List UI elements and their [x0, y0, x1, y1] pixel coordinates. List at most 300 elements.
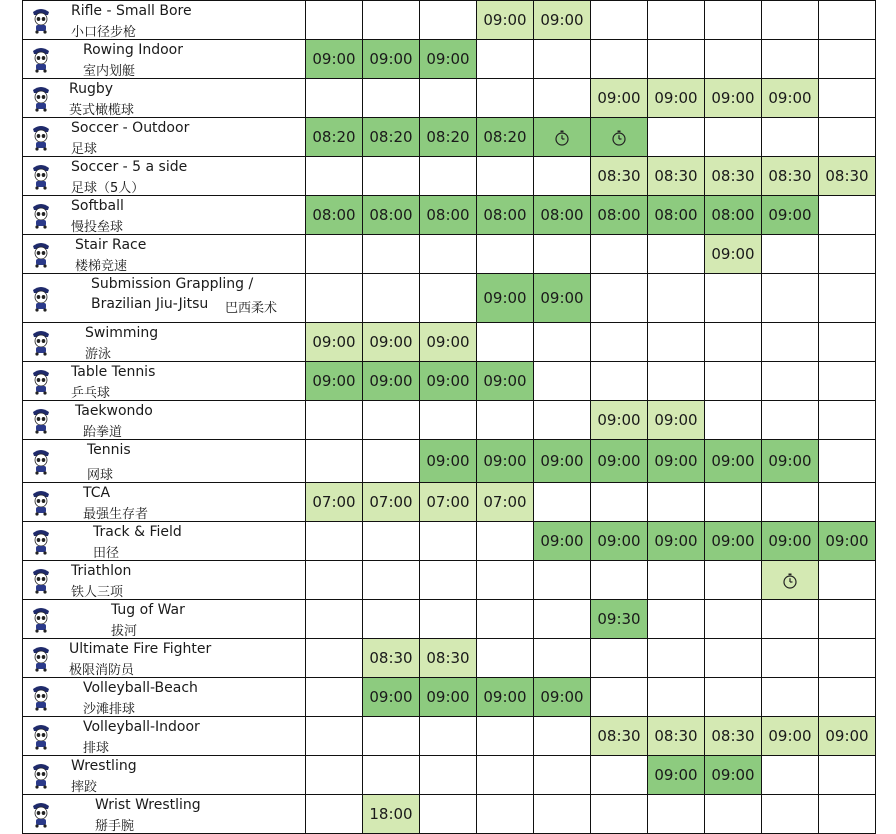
- sport-name-en: Tug of War: [111, 602, 185, 618]
- start-time: 08:30: [426, 649, 470, 667]
- time-slot-cell: [591, 401, 648, 440]
- schedule-row: [23, 600, 876, 639]
- time-slot-cell: [534, 1, 591, 40]
- time-slot-cell: [477, 323, 534, 362]
- start-time: 09:00: [597, 89, 641, 107]
- sport-cell: [23, 79, 306, 118]
- time-slot-cell: [363, 522, 420, 561]
- sport-name-en: Softball: [71, 198, 124, 214]
- start-time: 08:30: [597, 727, 641, 745]
- time-slot-cell: [762, 40, 819, 79]
- time-slot-cell: [819, 1, 876, 40]
- sport-cell: [23, 401, 306, 440]
- time-slot-cell: [705, 756, 762, 795]
- sport-name-en: Volleyball-Beach: [83, 680, 198, 696]
- start-time: 09:00: [540, 452, 584, 470]
- time-slot-cell: [477, 795, 534, 834]
- time-slot-cell: [420, 323, 477, 362]
- time-slot-cell: [762, 561, 819, 600]
- time-slot-cell: [591, 323, 648, 362]
- sport-name-cn: 铁人三项: [71, 585, 124, 600]
- sport-cell: [23, 600, 306, 639]
- time-slot-cell: [420, 274, 477, 323]
- sport-name-en: Tennis: [87, 442, 131, 458]
- time-slot-cell: [819, 717, 876, 756]
- stopwatch-icon: [782, 573, 798, 589]
- start-time: 07:00: [426, 493, 470, 511]
- start-time: 09:00: [426, 50, 470, 68]
- time-slot-cell: [420, 440, 477, 483]
- sport-name-en-line2: Brazilian Jiu-Jitsu: [91, 296, 209, 312]
- start-time: 09:00: [483, 372, 527, 390]
- start-time: 09:00: [711, 89, 755, 107]
- panda-mascot-icon: [29, 488, 53, 516]
- time-slot-cell: [591, 795, 648, 834]
- sport-name-en: TCA: [83, 485, 111, 501]
- schedule-row: [23, 196, 876, 235]
- schedule-table: [22, 0, 876, 834]
- time-slot-cell: [648, 401, 705, 440]
- sport-name-cn: 排球: [83, 741, 110, 756]
- time-slot-cell: [705, 401, 762, 440]
- time-slot-cell: [648, 678, 705, 717]
- start-time: 09:00: [426, 333, 470, 351]
- time-slot-cell: [648, 600, 705, 639]
- time-slot-cell: [762, 717, 819, 756]
- start-time: 08:00: [540, 206, 584, 224]
- start-time: 08:20: [312, 128, 356, 146]
- time-slot-cell: [705, 600, 762, 639]
- time-slot-cell: [306, 600, 363, 639]
- sport-name-en: Rifle - Small Bore: [71, 3, 192, 19]
- time-slot-cell: [819, 600, 876, 639]
- time-slot-cell: [591, 362, 648, 401]
- time-slot-cell: [420, 678, 477, 717]
- time-slot-cell: [705, 717, 762, 756]
- schedule-row: [23, 235, 876, 274]
- start-time: 08:30: [768, 167, 812, 185]
- start-time: 09:00: [483, 452, 527, 470]
- time-slot-cell: [591, 678, 648, 717]
- time-slot-cell: [477, 79, 534, 118]
- sport-name-cn: 拔河: [111, 624, 138, 639]
- stopwatch-icon: [554, 130, 570, 146]
- start-time: 08:00: [369, 206, 413, 224]
- start-time: 08:30: [825, 167, 869, 185]
- sport-name-en: Submission Grappling /: [91, 276, 254, 292]
- time-slot-cell: [306, 717, 363, 756]
- sport-cell: [23, 678, 306, 717]
- time-slot-cell: [534, 79, 591, 118]
- time-slot-cell: [762, 440, 819, 483]
- sport-name-en: Soccer - Outdoor: [71, 120, 190, 136]
- time-slot-cell: [705, 1, 762, 40]
- time-slot-cell: [591, 717, 648, 756]
- sport-name-en: Rowing Indoor: [83, 42, 183, 58]
- time-slot-cell: [762, 401, 819, 440]
- panda-mascot-icon: [29, 328, 53, 356]
- time-slot-cell: [591, 639, 648, 678]
- time-slot-cell: [420, 756, 477, 795]
- time-slot-cell: [819, 157, 876, 196]
- time-slot-cell: [762, 157, 819, 196]
- time-slot-cell: [306, 362, 363, 401]
- time-slot-cell: [306, 522, 363, 561]
- panda-mascot-icon: [29, 605, 53, 633]
- start-time: 09:00: [483, 289, 527, 307]
- time-slot-cell: [363, 639, 420, 678]
- time-slot-cell: [705, 362, 762, 401]
- start-time: 07:00: [312, 493, 356, 511]
- sport-cell: [23, 522, 306, 561]
- time-slot-cell: [648, 522, 705, 561]
- time-slot-cell: [648, 157, 705, 196]
- time-slot-cell: [819, 40, 876, 79]
- time-slot-cell: [648, 756, 705, 795]
- sport-name-en: Ultimate Fire Fighter: [69, 641, 212, 657]
- sport-name-cn: 足球: [71, 142, 98, 157]
- panda-mascot-icon: [29, 6, 53, 34]
- sport-name-cn: 摔跤: [71, 780, 98, 795]
- start-time: 09:00: [654, 89, 698, 107]
- time-slot-cell: [306, 440, 363, 483]
- time-slot-cell: [534, 440, 591, 483]
- time-slot-cell: [306, 561, 363, 600]
- time-slot-cell: [363, 274, 420, 323]
- start-time: 08:00: [426, 206, 470, 224]
- time-slot-cell: [762, 1, 819, 40]
- time-slot-cell: [477, 522, 534, 561]
- time-slot-cell: [762, 362, 819, 401]
- start-time: 09:00: [540, 11, 584, 29]
- sport-cell: [23, 196, 306, 235]
- start-time: 09:00: [312, 50, 356, 68]
- time-slot-cell: [705, 118, 762, 157]
- time-slot-cell: [648, 40, 705, 79]
- time-slot-cell: [420, 561, 477, 600]
- time-slot-cell: [420, 362, 477, 401]
- time-slot-cell: [648, 483, 705, 522]
- time-slot-cell: [705, 561, 762, 600]
- time-slot-cell: [819, 362, 876, 401]
- time-slot-cell: [420, 483, 477, 522]
- start-time: 09:00: [768, 532, 812, 550]
- time-slot-cell: [819, 323, 876, 362]
- time-slot-cell: [591, 79, 648, 118]
- time-slot-cell: [477, 401, 534, 440]
- time-slot-cell: [477, 639, 534, 678]
- time-slot-cell: [477, 1, 534, 40]
- sport-name-cn: 网球: [87, 468, 114, 483]
- sport-name-cn: 楼梯竞速: [75, 259, 128, 274]
- time-slot-cell: [477, 600, 534, 639]
- panda-mascot-icon: [29, 406, 53, 434]
- sport-name-cn: 游泳: [85, 347, 112, 362]
- time-slot-cell: [762, 196, 819, 235]
- time-slot-cell: [648, 795, 705, 834]
- time-slot-cell: [477, 118, 534, 157]
- sport-cell: [23, 795, 306, 834]
- start-time: 08:20: [426, 128, 470, 146]
- time-slot-cell: [591, 483, 648, 522]
- sport-name-cn: 巴西柔术: [225, 301, 278, 316]
- time-slot-cell: [363, 440, 420, 483]
- time-slot-cell: [819, 522, 876, 561]
- sport-name-en: Wrist Wrestling: [95, 797, 201, 813]
- time-slot-cell: [477, 362, 534, 401]
- schedule-row: [23, 40, 876, 79]
- schedule-row: [23, 522, 876, 561]
- time-slot-cell: [420, 235, 477, 274]
- start-time: 09:00: [711, 452, 755, 470]
- panda-mascot-icon: [29, 644, 53, 672]
- start-time: 09:00: [654, 411, 698, 429]
- sport-cell: [23, 118, 306, 157]
- time-slot-cell: [705, 40, 762, 79]
- time-slot-cell: [306, 118, 363, 157]
- time-slot-cell: [534, 522, 591, 561]
- time-slot-cell: [534, 401, 591, 440]
- time-slot-cell: [306, 79, 363, 118]
- time-slot-cell: [591, 561, 648, 600]
- sport-name-en: Stair Race: [75, 237, 147, 253]
- schedule-row: [23, 157, 876, 196]
- time-slot-cell: [420, 522, 477, 561]
- start-time: 09:00: [369, 688, 413, 706]
- time-slot-cell: [648, 235, 705, 274]
- start-time: 09:00: [426, 372, 470, 390]
- time-slot-cell: [648, 362, 705, 401]
- time-slot-cell: [306, 157, 363, 196]
- start-time: 07:00: [369, 493, 413, 511]
- time-slot-cell: [534, 795, 591, 834]
- sport-cell: [23, 440, 306, 483]
- schedule-row: [23, 362, 876, 401]
- start-time: 09:30: [597, 610, 641, 628]
- time-slot-cell: [420, 1, 477, 40]
- start-time: 09:00: [312, 372, 356, 390]
- time-slot-cell: [705, 639, 762, 678]
- time-slot-cell: [477, 440, 534, 483]
- start-time: 08:00: [312, 206, 356, 224]
- time-slot-cell: [363, 678, 420, 717]
- time-slot-cell: [363, 79, 420, 118]
- time-slot-cell: [762, 639, 819, 678]
- time-slot-cell: [477, 678, 534, 717]
- time-slot-cell: [648, 717, 705, 756]
- time-slot-cell: [477, 717, 534, 756]
- panda-mascot-icon: [29, 447, 53, 475]
- time-slot-cell: [705, 522, 762, 561]
- time-slot-cell: [648, 274, 705, 323]
- sport-cell: [23, 362, 306, 401]
- schedule-row: [23, 756, 876, 795]
- time-slot-cell: [648, 79, 705, 118]
- schedule-row: [23, 483, 876, 522]
- time-slot-cell: [819, 795, 876, 834]
- time-slot-cell: [534, 756, 591, 795]
- time-slot-cell: [420, 196, 477, 235]
- time-slot-cell: [306, 40, 363, 79]
- time-slot-cell: [591, 118, 648, 157]
- time-slot-cell: [648, 1, 705, 40]
- sport-name-cn: 沙滩排球: [83, 702, 136, 717]
- time-slot-cell: [306, 274, 363, 323]
- time-slot-cell: [819, 756, 876, 795]
- start-time: 09:00: [426, 688, 470, 706]
- sport-cell: [23, 717, 306, 756]
- time-slot-cell: [534, 678, 591, 717]
- start-time: 09:00: [540, 688, 584, 706]
- time-slot-cell: [819, 274, 876, 323]
- time-slot-cell: [534, 362, 591, 401]
- sport-cell: [23, 274, 306, 323]
- time-slot-cell: [420, 401, 477, 440]
- start-time: 09:00: [483, 688, 527, 706]
- time-slot-cell: [363, 483, 420, 522]
- start-time: 09:00: [654, 766, 698, 784]
- time-slot-cell: [363, 795, 420, 834]
- time-slot-cell: [591, 196, 648, 235]
- sport-name-cn: 田径: [93, 546, 120, 561]
- time-slot-cell: [306, 795, 363, 834]
- start-time: 08:30: [654, 727, 698, 745]
- time-slot-cell: [705, 795, 762, 834]
- time-slot-cell: [477, 157, 534, 196]
- time-slot-cell: [306, 401, 363, 440]
- schedule-row: [23, 678, 876, 717]
- time-slot-cell: [363, 717, 420, 756]
- start-time: 09:00: [711, 766, 755, 784]
- time-slot-cell: [591, 235, 648, 274]
- sport-cell: [23, 157, 306, 196]
- sport-name-cn: 慢投垒球: [71, 220, 124, 235]
- sport-name-cn: 足球（5人）: [71, 181, 145, 196]
- time-slot-cell: [762, 756, 819, 795]
- start-time: 09:00: [369, 372, 413, 390]
- panda-mascot-icon: [29, 45, 53, 73]
- schedule-row: [23, 639, 876, 678]
- time-slot-cell: [477, 274, 534, 323]
- start-time: 09:00: [540, 289, 584, 307]
- time-slot-cell: [762, 323, 819, 362]
- time-slot-cell: [477, 196, 534, 235]
- time-slot-cell: [762, 235, 819, 274]
- start-time: 09:00: [426, 452, 470, 470]
- sport-name-en: Swimming: [85, 325, 159, 341]
- time-slot-cell: [363, 235, 420, 274]
- start-time: 09:00: [825, 727, 869, 745]
- sport-name-en: Wrestling: [71, 758, 137, 774]
- panda-mascot-icon: [29, 800, 53, 828]
- time-slot-cell: [762, 600, 819, 639]
- time-slot-cell: [477, 40, 534, 79]
- start-time: 09:00: [369, 50, 413, 68]
- sport-name-cn: 掰手腕: [95, 819, 135, 834]
- schedule-row: [23, 717, 876, 756]
- panda-mascot-icon: [29, 527, 53, 555]
- time-slot-cell: [534, 600, 591, 639]
- time-slot-cell: [534, 196, 591, 235]
- time-slot-cell: [534, 118, 591, 157]
- time-slot-cell: [534, 483, 591, 522]
- sport-cell: [23, 483, 306, 522]
- time-slot-cell: [306, 196, 363, 235]
- time-slot-cell: [591, 522, 648, 561]
- time-slot-cell: [363, 1, 420, 40]
- time-slot-cell: [648, 561, 705, 600]
- time-slot-cell: [363, 40, 420, 79]
- time-slot-cell: [363, 401, 420, 440]
- start-time: 09:00: [483, 11, 527, 29]
- schedule-row: [23, 795, 876, 834]
- schedule-row: [23, 440, 876, 483]
- time-slot-cell: [819, 440, 876, 483]
- sport-cell: [23, 561, 306, 600]
- time-slot-cell: [363, 756, 420, 795]
- schedule-row: [23, 1, 876, 40]
- start-time: 09:00: [540, 532, 584, 550]
- time-slot-cell: [819, 561, 876, 600]
- panda-mascot-icon: [29, 123, 53, 151]
- time-slot-cell: [306, 756, 363, 795]
- schedule-row: [23, 561, 876, 600]
- sport-name-cn: 跆拳道: [83, 425, 123, 440]
- schedule-row: [23, 274, 876, 323]
- time-slot-cell: [477, 235, 534, 274]
- time-slot-cell: [420, 639, 477, 678]
- start-time: 18:00: [369, 805, 413, 823]
- time-slot-cell: [306, 678, 363, 717]
- start-time: 07:00: [483, 493, 527, 511]
- time-slot-cell: [363, 600, 420, 639]
- time-slot-cell: [534, 274, 591, 323]
- time-slot-cell: [648, 639, 705, 678]
- start-time: 08:30: [369, 649, 413, 667]
- start-time: 08:30: [711, 727, 755, 745]
- time-slot-cell: [591, 756, 648, 795]
- start-time: 08:00: [597, 206, 641, 224]
- time-slot-cell: [819, 235, 876, 274]
- schedule-row: [23, 79, 876, 118]
- time-slot-cell: [819, 79, 876, 118]
- time-slot-cell: [591, 1, 648, 40]
- time-slot-cell: [420, 157, 477, 196]
- schedule-row: [23, 323, 876, 362]
- time-slot-cell: [705, 323, 762, 362]
- sport-name-cn: 小口径步枪: [71, 25, 137, 40]
- start-time: 08:30: [711, 167, 755, 185]
- panda-mascot-icon: [29, 722, 53, 750]
- start-time: 09:00: [597, 532, 641, 550]
- start-time: 08:00: [711, 206, 755, 224]
- time-slot-cell: [648, 323, 705, 362]
- sport-name-en: Soccer - 5 a side: [71, 159, 188, 175]
- time-slot-cell: [591, 157, 648, 196]
- time-slot-cell: [705, 440, 762, 483]
- time-slot-cell: [705, 196, 762, 235]
- sport-name-cn: 室内划艇: [83, 64, 136, 79]
- start-time: 09:00: [654, 452, 698, 470]
- time-slot-cell: [762, 274, 819, 323]
- panda-mascot-icon: [29, 761, 53, 789]
- panda-mascot-icon: [29, 201, 53, 229]
- time-slot-cell: [363, 157, 420, 196]
- time-slot-cell: [363, 196, 420, 235]
- time-slot-cell: [477, 483, 534, 522]
- time-slot-cell: [705, 79, 762, 118]
- time-slot-cell: [705, 678, 762, 717]
